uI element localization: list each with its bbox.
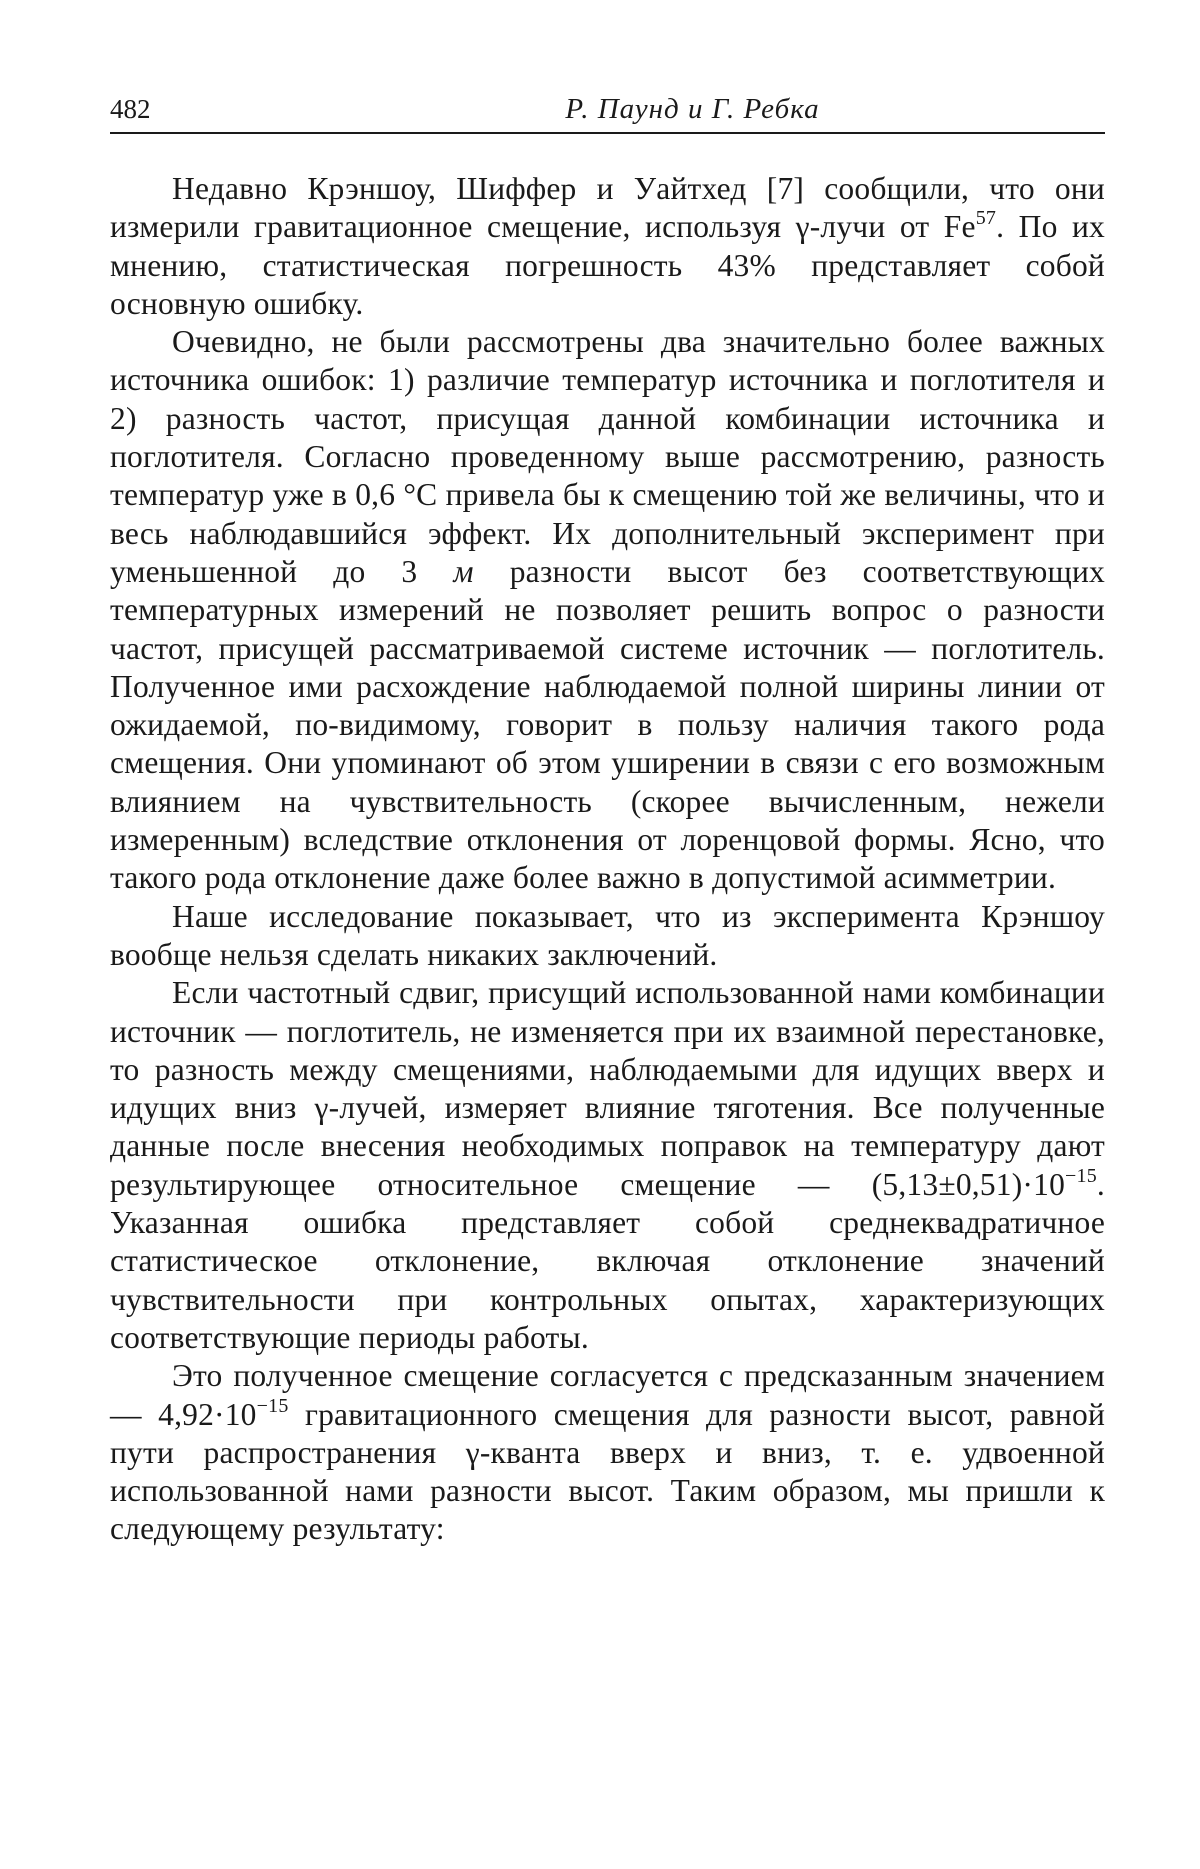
paragraph-3: Наше исследование показывает, что из эксперимента Крэншоу вообще нельзя сделать никаких заключений. (110, 898, 1105, 972)
paragraph-2 (110, 323, 1105, 897)
paragraph-5-text-b: гравитационного смещения для разности высот, равной пути распространения γ-кванта вверх и вниз, т. е. удвоенной использованной нами разности высот. Таким образом, мы пришли к следующему результату: (110, 1396, 1105, 1547)
paragraph-4 (110, 974, 1105, 1357)
isotope-superscript: 57 (975, 207, 997, 230)
paragraph-4-text-a: Если частотный сдвиг, присущий использованной нами комбинации источник — поглотитель, не изменяется при их взаимной перестановке, то разность между смещениями, наблюдаемыми для идущих вверх и идущих вниз γ-лучей, измеряет влияние тяготения. Все полученные данные после внесения необходимых поправок на температуру дают результирующее относительное смещение — (5,13±0,51)·10 (110, 975, 1105, 1202)
paragraph-5-text-a: Это полученное смещение согласуется с предсказанным значением — 4,92·10 (110, 1358, 1105, 1432)
exponent-superscript: −15 (1065, 1164, 1097, 1187)
unit-meter: м (453, 553, 474, 589)
paragraph-1 (110, 170, 1105, 323)
body-text (110, 170, 1105, 1549)
exponent-superscript: −15 (256, 1394, 289, 1417)
running-title: Р. Паунд и Г. Ребка (565, 93, 820, 125)
paragraph-5 (110, 1357, 1105, 1548)
paragraph-1-text-a: Недавно Крэншоу, Шиффер и Уайтхед [7] сообщили, что они измерили гравитационное смещение, используя γ-лучи от Fe (110, 171, 1105, 245)
running-header (110, 92, 1105, 134)
paragraph-2-text-a: Очевидно, не были рассмотрены два значительно более важных источника ошибок: 1) различие температур источника и поглотителя и 2) разность частот, присущая данной комбинации источника и поглотителя. Согласно проведенному выше рассмотрению, разность температур уже в 0,6 °С привела бы к смещению той же величины, что и весь наблюдавшийся эффект. Их дополнительный эксперимент при уменьшенной до 3 (110, 324, 1105, 589)
paragraph-2-text-b: разности высот без соответствующих температурных измерений не позволяет решить вопрос о разности частот, присущей рассматриваемой системе источник — поглотитель. Полученное ими расхождение наблюдаемой полной ширины линии от ожидаемой, по-видимому, говорит в пользу наличия такого рода смещения. Они упоминают об этом уширении в связи с его возможным влиянием на чувствительность (скорее вычисленным, нежели измеренным) вследствие отклонения от лоренцовой формы. Ясно, что такого рода отклонение даже более важно в допустимой асимметрии. (110, 553, 1105, 896)
page-number: 482 (110, 94, 151, 124)
paragraph-4-text-b: . Указанная ошибка представляет собой среднеквадратичное статистическое отклонение, включая отклонение значений чувствительности при контрольных опытах, характеризующих соответствующие периоды работы. (110, 1166, 1105, 1355)
paragraph-1-text-b: . По их мнению, статистическая погрешность 43% представляет собой основную ошибку. (110, 209, 1105, 321)
